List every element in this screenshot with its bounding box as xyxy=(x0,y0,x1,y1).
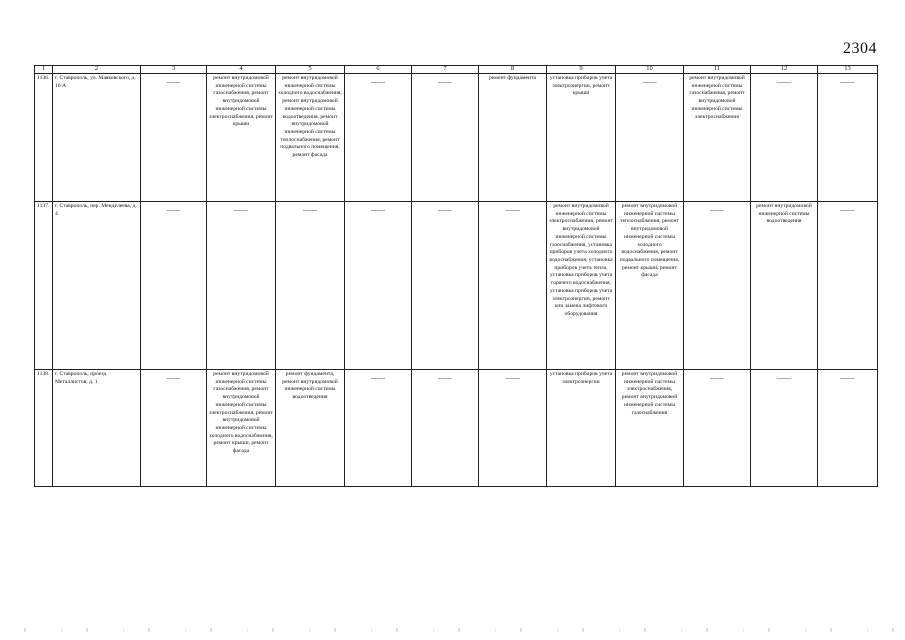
address-cell: г. Ставрополь, проезд Металлистов, д. 1 xyxy=(53,370,141,487)
table-cell-empty xyxy=(141,370,207,487)
dash-placeholder: —— xyxy=(710,374,724,382)
table-cell-empty xyxy=(616,74,684,202)
dash-placeholder: —— xyxy=(438,374,452,382)
column-number-row xyxy=(35,66,878,74)
work-type-cell: установка приборов учета электроэнергии xyxy=(547,370,616,487)
row-number-cell: 1136. xyxy=(35,74,53,202)
column-number-5: 5 xyxy=(276,66,345,74)
table-cell-empty xyxy=(141,74,207,202)
column-number-13: 13 xyxy=(818,66,878,74)
page-number: 2304 xyxy=(843,40,877,57)
work-type-cell: ремонт внутридомовой инженерной системы электроснабжения, ремонт внутридомовой инженерной системы газоснабжения xyxy=(616,370,684,487)
column-number-4: 4 xyxy=(207,66,276,74)
work-type-cell: ремонт внутридомовой инженерной системы газоснабжения, ремонт внутридомовой инженерной системы электроснабжения xyxy=(684,74,751,202)
table-cell-empty xyxy=(479,202,547,370)
address-cell: г. Ставрополь, пер. Менделеева, д. 4 xyxy=(53,202,141,370)
dash-placeholder: —— xyxy=(166,206,181,214)
table-cell-empty xyxy=(276,202,345,370)
dash-placeholder: —— xyxy=(505,374,520,382)
dash-placeholder: —— xyxy=(371,206,385,214)
dash-placeholder: —— xyxy=(371,78,385,86)
dash-placeholder: —— xyxy=(840,374,855,382)
dash-placeholder: —— xyxy=(303,206,317,214)
table-cell-empty xyxy=(684,370,751,487)
repair-schedule-table xyxy=(34,65,878,487)
table-cell-empty xyxy=(141,202,207,370)
table-cell-empty xyxy=(412,74,479,202)
work-type-cell: ремонт внутридомовой инженерной системы теплоснабжения, ремонт внутридомовой инженерной системы холодного водоснабжения, ремонт подвального помещения, ремонт крыши, ремонт фасада xyxy=(616,202,684,370)
work-type-cell: ремонт внутридомовой инженерной системы холодного водоснабжения, ремонт внутридомовой инженерной системы водоотведения, ремонт внутридомовой инженерной системы теплоснабжения, ремонт подвального помещения, ремонт фасада xyxy=(276,74,345,202)
column-number-10: 10 xyxy=(616,66,684,74)
dash-placeholder: —— xyxy=(438,78,452,86)
table-row xyxy=(35,370,878,487)
table-cell-empty xyxy=(479,370,547,487)
column-number-12: 12 xyxy=(751,66,818,74)
column-number-1: 1 xyxy=(35,66,53,74)
work-type-cell: ремонт фундамента, ремонт внутридомовой инженерной системы водоотведения xyxy=(276,370,345,487)
table-cell-empty xyxy=(684,202,751,370)
column-number-2: 2 xyxy=(53,66,141,74)
table-cell-empty xyxy=(818,202,878,370)
dash-placeholder: —— xyxy=(642,78,657,86)
dash-placeholder: —— xyxy=(777,374,791,382)
table-cell-empty xyxy=(345,74,412,202)
dash-placeholder: —— xyxy=(840,78,855,86)
column-number-7: 7 xyxy=(412,66,479,74)
column-number-9: 9 xyxy=(547,66,616,74)
dash-placeholder: —— xyxy=(371,374,385,382)
dash-placeholder: —— xyxy=(438,206,452,214)
column-number-8: 8 xyxy=(479,66,547,74)
dash-placeholder: —— xyxy=(505,206,520,214)
table-row xyxy=(35,202,878,370)
dash-placeholder: —— xyxy=(777,78,791,86)
work-type-cell: ремонт внутридомовой инженерной системы газоснабжения, ремонт внутридомовой инженерной системы электроснабжения, ремонт крыши xyxy=(207,74,276,202)
scan-noise-strip xyxy=(0,628,905,632)
table-row xyxy=(35,74,878,202)
table-cell-empty xyxy=(751,370,818,487)
dash-placeholder: —— xyxy=(234,206,248,214)
work-type-cell: установка приборов учета электроэнергии, ремонт крыши xyxy=(547,74,616,202)
work-type-cell: ремонт внутридомовой инженерной системы водоотведения xyxy=(751,202,818,370)
table-cell-empty xyxy=(345,202,412,370)
table-cell-empty xyxy=(818,74,878,202)
row-number-cell: 1138. xyxy=(35,370,53,487)
table-cell-empty xyxy=(345,370,412,487)
table-cell-empty xyxy=(818,370,878,487)
work-type-cell: ремонт фундамента xyxy=(479,74,547,202)
dash-placeholder: —— xyxy=(710,206,724,214)
table-cell-empty xyxy=(751,74,818,202)
table-cell-empty xyxy=(207,202,276,370)
column-number-3: 3 xyxy=(141,66,207,74)
row-number-cell: 1137. xyxy=(35,202,53,370)
table-cell-empty xyxy=(412,370,479,487)
column-number-11: 11 xyxy=(684,66,751,74)
table-body xyxy=(35,66,878,487)
table-cell-empty xyxy=(412,202,479,370)
dash-placeholder: —— xyxy=(840,206,855,214)
address-cell: г. Ставрополь, ул. Маяковского, д. 16/А xyxy=(53,74,141,202)
work-type-cell: ремонт внутридомовой инженерной системы газоснабжения, ремонт внутридомовой инженерной системы электроснабжения, ремонт внутридомовой инженерной системы холодного водоснабжения, ремонт крыши, ремонт фасада xyxy=(207,370,276,487)
work-type-cell: ремонт внутридомовой инженерной системы электроснабжения, ремонт внутридомовой инженерной системы газоснабжения, установка приборов учета холодного водоснабжения, установка приборов учета тепла, установка приборов учета горячего водоснабжения, установка приборов учета электроэнергии, ремонт или замена лифтового оборудования xyxy=(547,202,616,370)
column-number-6: 6 xyxy=(345,66,412,74)
dash-placeholder: —— xyxy=(166,374,181,382)
dash-placeholder: —— xyxy=(166,78,181,86)
